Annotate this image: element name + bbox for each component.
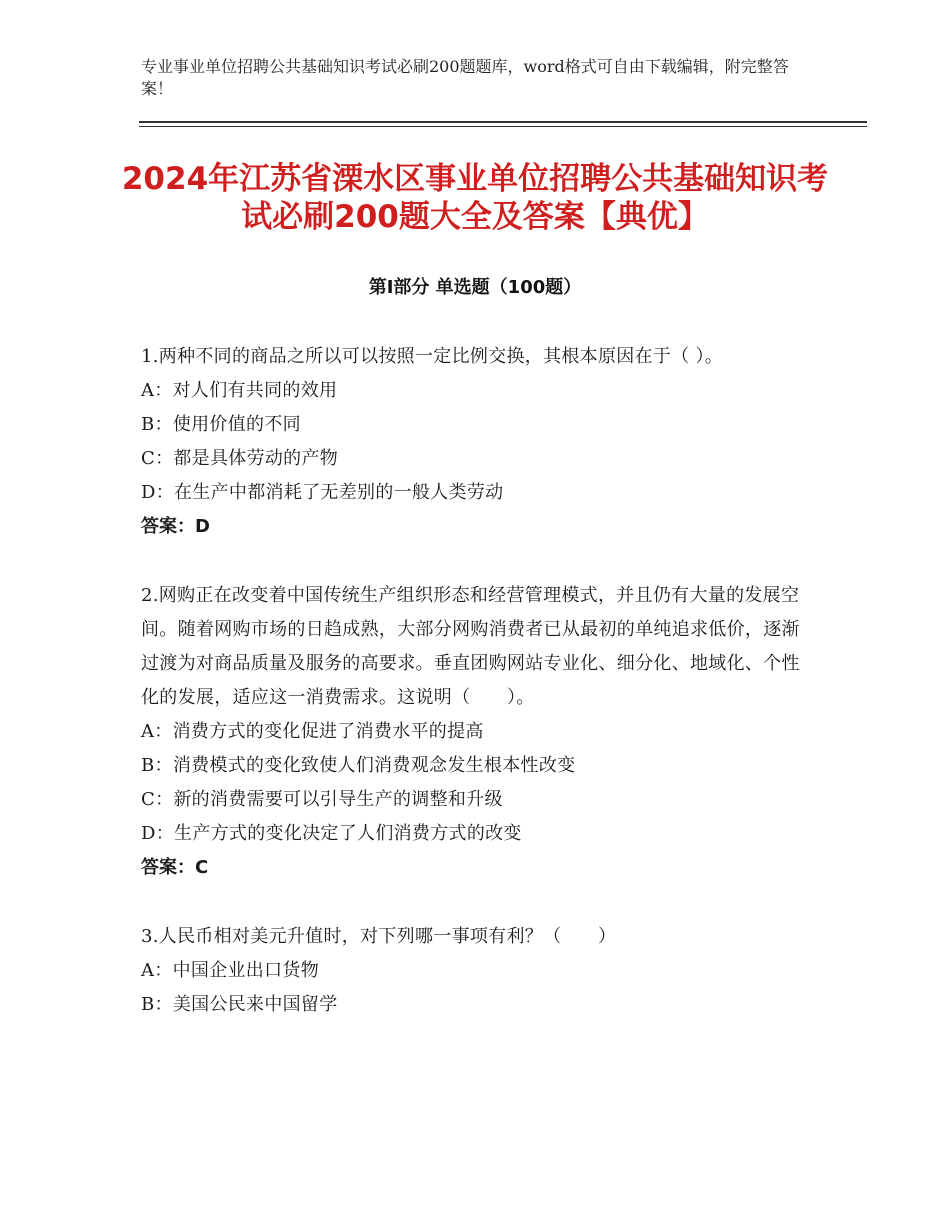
header-note: 专业事业单位招聘公共基础知识考试必刷200题题库，word格式可自由下载编辑，附完整答案！ xyxy=(141,57,789,98)
question-1 xyxy=(141,340,801,544)
option-b: B：消费模式的变化致使人们消费观念发生根本性改变 xyxy=(141,755,576,776)
header-divider-thin xyxy=(139,126,867,127)
option-a: A：消费方式的变化促进了消费水平的提高 xyxy=(141,721,484,742)
option-a: A：对人们有共同的效用 xyxy=(141,380,338,401)
option-c: C：都是具体劳动的产物 xyxy=(141,448,339,469)
question-2 xyxy=(141,579,801,885)
header-divider-thick xyxy=(139,121,867,123)
option-b: B：美国公民来中国留学 xyxy=(141,994,338,1015)
question-stem: 1.两种不同的商品之所以可以按照一定比例交换，其根本原因在于（ ）。 xyxy=(141,346,724,367)
question-stem: 2.网购正在改变着中国传统生产组织形态和经营管理模式，并且仍有大量的发展空间。随着网购市场的日趋成熟，大部分网购消费者已从最初的单纯追求低价，逐渐过渡为对商品质量及服务的高要求。垂直团购网站专业化、细分化、地域化、个性化的发展，适应这一消费需求。这说明（ ）。 xyxy=(141,585,800,708)
option-d: D：生产方式的变化决定了人们消费方式的改变 xyxy=(141,823,522,844)
section-title: 第Ⅰ部分 单选题（100题） xyxy=(368,277,582,298)
question-list xyxy=(141,340,801,1057)
option-d: D：在生产中都消耗了无差别的一般人类劳动 xyxy=(141,482,504,503)
option-c: C：新的消费需要可以引导生产的调整和升级 xyxy=(141,789,503,810)
question-stem: 3.人民币相对美元升值时，对下列哪一事项有利？（ ） xyxy=(141,926,617,947)
document-title: 2024年江苏省溧水区事业单位招聘公共基础知识考试必刷200题大全及答案【典优】 xyxy=(121,161,829,235)
option-b: B：使用价值的不同 xyxy=(141,414,301,435)
option-a: A：中国企业出口货物 xyxy=(141,960,319,981)
question-3 xyxy=(141,920,801,1022)
answer: 答案：C xyxy=(141,857,209,878)
answer: 答案：D xyxy=(141,516,210,537)
